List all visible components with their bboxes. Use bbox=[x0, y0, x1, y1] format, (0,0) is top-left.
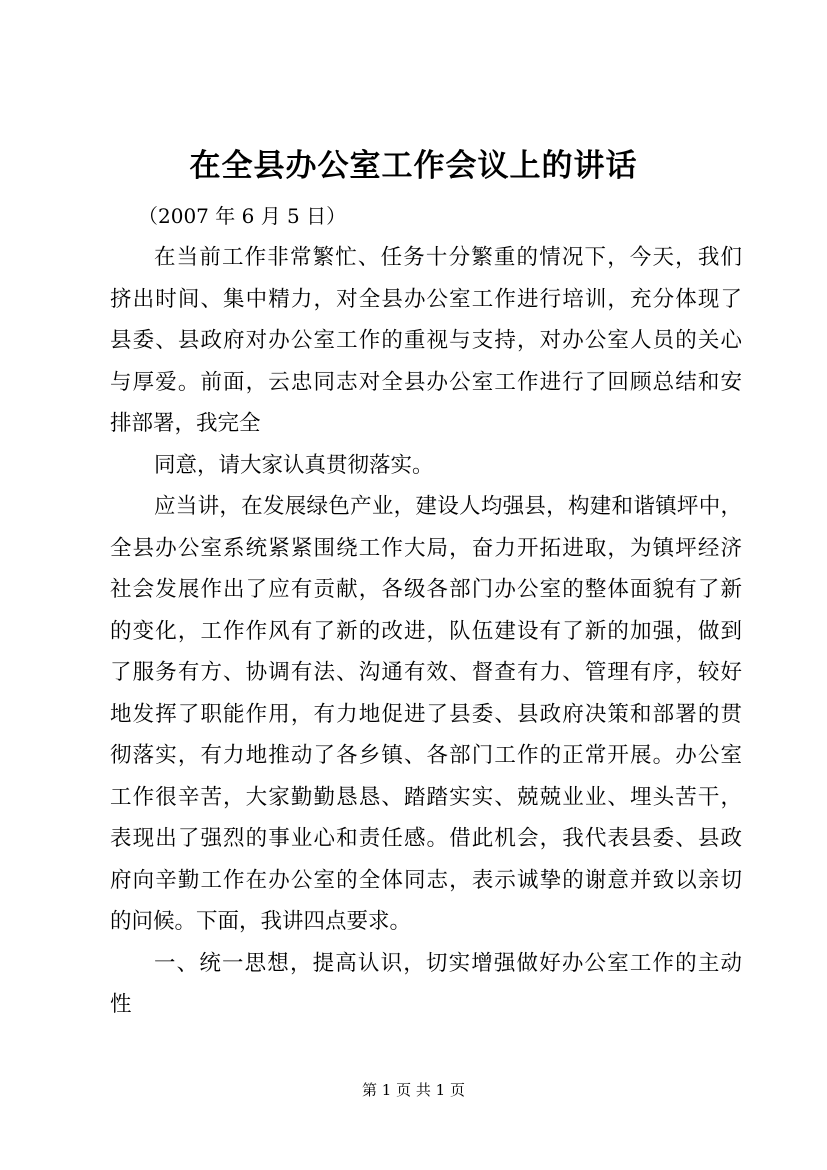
paragraph-line: 排部署，我完全 bbox=[110, 411, 261, 436]
paragraph-line: 全县办公室系统紧紧围绕工作大局，奋力开拓进取，为镇坪经济 bbox=[110, 535, 742, 561]
paragraph-line: 应当讲，在发展绿色产业，建设人均强县，构建和谐镇坪中， bbox=[154, 494, 742, 519]
paragraph-line: 社会发展作出了应有贡献，各级各部门办公室的整体面貌有了新 bbox=[110, 577, 742, 602]
paragraph-line: 的变化，工作作风有了新的改进，队伍建设有了新的加强，做到 bbox=[110, 618, 742, 644]
section-heading-line: 一、统一思想，提高认识，切实增强做好办公室工作的主动 bbox=[154, 950, 742, 976]
paragraph-line: 了服务有方、协调有法、沟通有效、督查有力、管理有序，较好 bbox=[110, 660, 742, 685]
paragraph-line: 表现出了强烈的事业心和责任感。借此机会，我代表县委、县政 bbox=[110, 826, 742, 851]
paragraph-line: 与厚爱。前面，云忠同志对全县办公室工作进行了回顾总结和安 bbox=[110, 369, 742, 395]
paragraph-line: 府向辛勤工作在办公室的全体同志，表示诚挚的谢意并致以亲切 bbox=[110, 867, 742, 893]
paragraph-line: 工作很辛苦，大家勤勤恳恳、踏踏实实、兢兢业业、埋头苦干， bbox=[110, 784, 742, 810]
section-heading-line: 性 bbox=[110, 992, 132, 1017]
document-body bbox=[110, 237, 742, 1026]
paragraph-line: 的问候。下面，我讲四点要求。 bbox=[110, 909, 412, 934]
paragraph-line: 县委、县政府对办公室工作的重视与支持，对办公室人员的关心 bbox=[110, 328, 742, 353]
paragraph-line: 地发挥了职能作用，有力地促进了县委、县政府决策和部署的贯 bbox=[110, 701, 742, 727]
paragraph-line: 挤出时间、集中精力，对全县办公室工作进行培训，充分体现了 bbox=[110, 286, 742, 312]
paragraph-line: 在当前工作非常繁忙、任务十分繁重的情况下，今天，我们 bbox=[154, 245, 742, 270]
document-title: 在全县办公室工作会议上的讲话 bbox=[189, 148, 638, 184]
page-footer: 第 1 页 共 1 页 bbox=[362, 1081, 465, 1099]
paragraph-line: 彻落实，有力地推动了各乡镇、各部门工作的正常开展。办公室 bbox=[110, 743, 742, 768]
document-date: （2007 年 6 月 5 日） bbox=[138, 204, 347, 228]
paragraph-line: 同意，请大家认真贯彻落实。 bbox=[154, 452, 434, 478]
